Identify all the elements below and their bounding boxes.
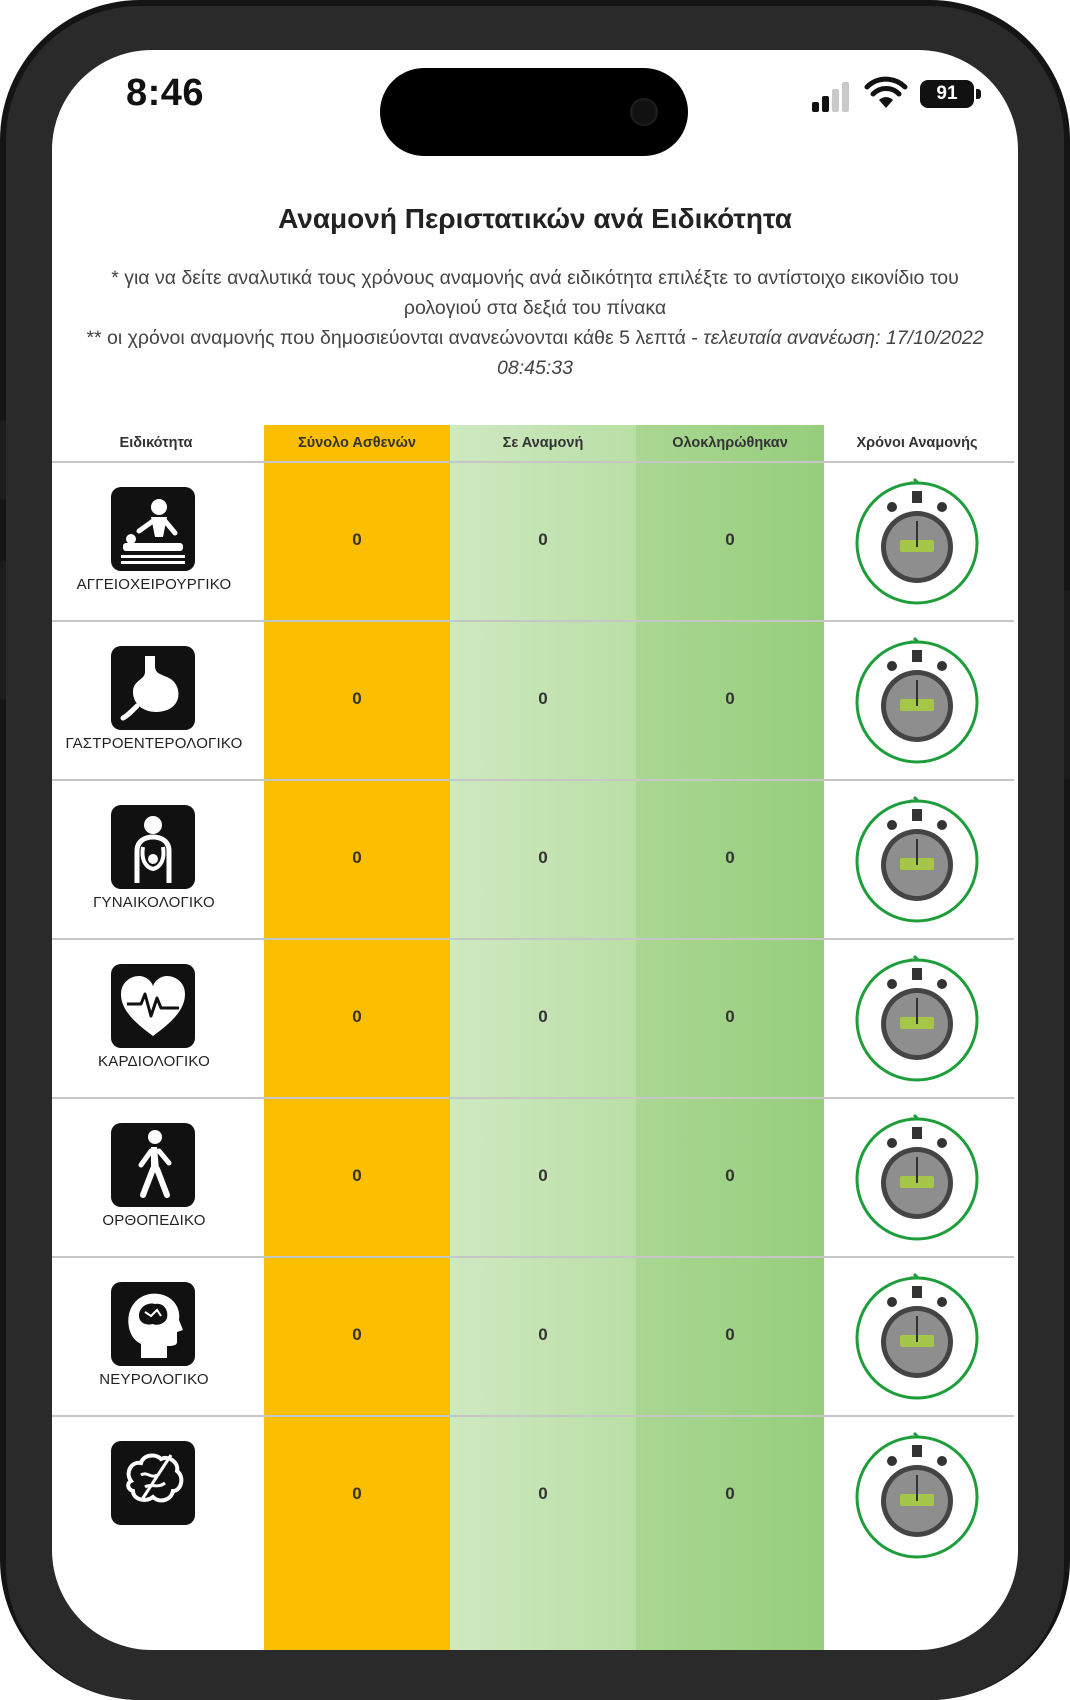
table-row bbox=[52, 1257, 1018, 1416]
total-value: 0 bbox=[352, 530, 362, 549]
stopwatch-button[interactable] bbox=[852, 795, 982, 925]
waiting-value: 0 bbox=[538, 848, 548, 867]
completed-value: 0 bbox=[725, 1325, 735, 1344]
completed-value: 0 bbox=[725, 1007, 735, 1026]
completed-value: 0 bbox=[725, 1166, 735, 1185]
camera-icon bbox=[630, 98, 658, 126]
specialty-label: ΓΑΣΤΡΟΕΝΤΕΡΟΛΟΓΙΚΟ bbox=[65, 735, 243, 752]
volume-button bbox=[0, 560, 6, 700]
waiting-value: 0 bbox=[538, 689, 548, 708]
volume-button bbox=[0, 420, 6, 500]
dynamic-island bbox=[380, 68, 688, 156]
stomach-icon bbox=[111, 646, 195, 730]
waiting-value: 0 bbox=[538, 1166, 548, 1185]
total-value: 0 bbox=[352, 1325, 362, 1344]
pregnant-woman-icon bbox=[111, 805, 195, 889]
header-wait-times: Χρόνοι Αναμονής bbox=[856, 435, 978, 451]
refresh-note bbox=[72, 323, 998, 383]
completed-value: 0 bbox=[725, 689, 735, 708]
heart-pulse-icon bbox=[111, 964, 195, 1048]
last-update-text: τελευταία ανανέωση: 17/10/2022 08:45:33 bbox=[497, 327, 984, 379]
specialty-label: ΟΡΘΟΠΕΔΙΚΟ bbox=[102, 1212, 206, 1229]
header-specialty: Ειδικότητα bbox=[119, 435, 193, 451]
header-total: Σύνολο Ασθενών bbox=[298, 435, 416, 451]
head-brain-icon bbox=[111, 1282, 195, 1366]
table-row bbox=[52, 1416, 1018, 1575]
specialty-label: ΓΥΝΑΙΚΟΛΟΓΙΚΟ bbox=[93, 894, 215, 911]
table-row bbox=[52, 939, 1018, 1098]
total-value: 0 bbox=[352, 1484, 362, 1503]
total-value: 0 bbox=[352, 1166, 362, 1185]
battery-cap bbox=[976, 89, 981, 99]
stopwatch-button[interactable] bbox=[852, 1431, 982, 1561]
table-row bbox=[52, 1098, 1018, 1257]
total-value: 0 bbox=[352, 848, 362, 867]
waiting-value: 0 bbox=[538, 1007, 548, 1026]
waiting-value: 0 bbox=[538, 530, 548, 549]
screen bbox=[52, 50, 1018, 1650]
power-button bbox=[1064, 590, 1070, 780]
instructions-note: * για να δείτε αναλυτικά τους χρόνους αναμονής ανά ειδικότητα επιλέξτε το αντίστοιχο εικονίδιο του ρολογιού στα δεξιά του πίνακα bbox=[111, 267, 959, 319]
battery-indicator: 91 bbox=[920, 80, 974, 108]
waiting-value: 0 bbox=[538, 1484, 548, 1503]
total-value: 0 bbox=[352, 689, 362, 708]
header-waiting: Σε Αναμονή bbox=[502, 435, 584, 451]
completed-value: 0 bbox=[725, 1484, 735, 1503]
status-bar bbox=[52, 50, 1018, 170]
stopwatch-button[interactable] bbox=[852, 636, 982, 766]
refresh-note-text: ** οι χρόνοι αναμονής που δημοσιεύονται ανανεώνονται κάθε 5 λεπτά - bbox=[86, 327, 704, 349]
stopwatch-button[interactable] bbox=[852, 954, 982, 1084]
header-completed: Ολοκληρώθηκαν bbox=[672, 435, 788, 451]
completed-value: 0 bbox=[725, 848, 735, 867]
page-title: Αναμονή Περιστατικών ανά Ειδικότητα bbox=[278, 203, 792, 234]
table-row bbox=[52, 462, 1018, 621]
brain-icon bbox=[111, 1441, 195, 1525]
completed-value: 0 bbox=[725, 530, 735, 549]
walking-person-icon bbox=[111, 1123, 195, 1207]
stopwatch-button[interactable] bbox=[852, 1272, 982, 1402]
total-value: 0 bbox=[352, 1007, 362, 1026]
specialty-label: ΚΑΡΔΙΟΛΟΓΙΚΟ bbox=[98, 1053, 210, 1070]
stopwatch-button[interactable] bbox=[852, 1113, 982, 1243]
table-row bbox=[52, 621, 1018, 780]
signal-icon bbox=[812, 80, 858, 112]
massage-therapy-icon bbox=[111, 487, 195, 571]
waiting-value: 0 bbox=[538, 1325, 548, 1344]
table-row bbox=[52, 780, 1018, 939]
specialty-label: ΝΕΥΡΟΛΟΓΙΚΟ bbox=[99, 1371, 209, 1388]
specialty-label: ΑΓΓΕΙΟΧΕΙΡΟΥΡΓΙΚΟ bbox=[76, 576, 232, 593]
stopwatch-button[interactable] bbox=[852, 477, 982, 607]
status-time: 8:46 bbox=[126, 72, 205, 114]
wifi-icon bbox=[864, 76, 908, 110]
